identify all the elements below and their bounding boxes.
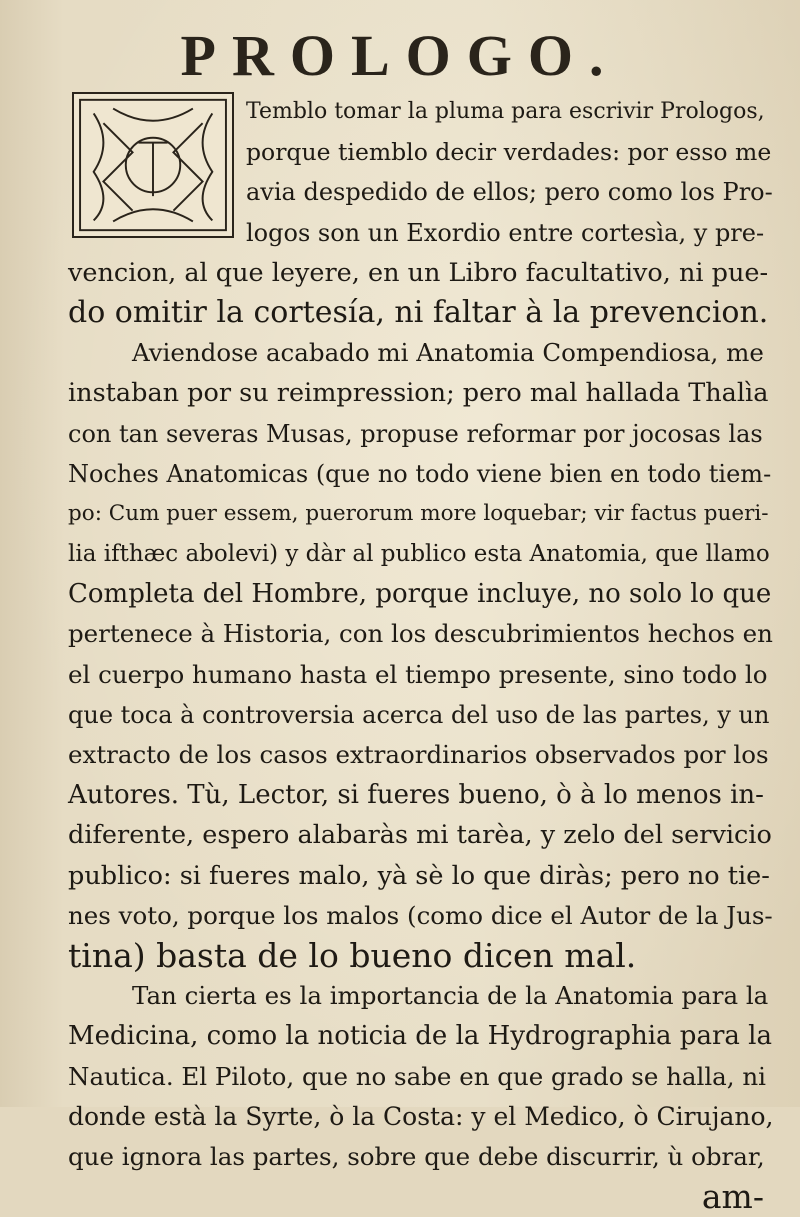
body-text: [68, 92, 774, 1217]
text-line: con tan severas Musas, propuse reformar por jocosas las: [68, 419, 763, 448]
text-line: Completa del Hombre, porque incluye, no solo lo que: [68, 579, 772, 610]
text-line: avia despedido de ellos; pero como los Pro-: [246, 178, 773, 207]
text-line: extracto de los casos extraordinarios observados por los: [68, 740, 769, 769]
text-line: logos son un Exordio entre cortesìa, y pre-: [246, 218, 765, 247]
text-line: pertenece à Historia, con los descubrimientos hechos en: [68, 619, 773, 649]
text-line: Temblo tomar la pluma para escrivir Prologos,: [246, 99, 765, 124]
text-line: el cuerpo humano hasta el tiempo presente, sino todo lo: [68, 659, 768, 689]
text-line: donde està la Syrte, ò la Costa: y el Medico, ò Cirujano,: [68, 1101, 774, 1131]
text-line: do omitir la cortesía, ni faltar à la prevencion.: [68, 294, 769, 330]
page-title: PROLOGO.: [180, 23, 620, 88]
text-line: nes voto, porque los malos (como dice el Autor de la Jus-: [68, 900, 773, 930]
text-line: que ignora las partes, sobre que debe discurrir, ù obrar,: [68, 1141, 765, 1171]
text-line: que toca à controversia acerca del uso de las partes, y un: [68, 700, 770, 729]
text-line: Autores. Tù, Lector, si fueres bueno, ò à lo menos in-: [68, 780, 764, 811]
catchword: am-: [701, 1177, 764, 1217]
text-line: instaban por su reimpression; pero mal hallada Thalìa: [68, 378, 769, 409]
text-line: porque tiemblo decir verdades: por esso me: [246, 138, 772, 167]
text-line: vencion, al que leyere, en un Libro facultativo, ni pue-: [68, 257, 769, 288]
text-line: publico: si fueres malo, yà sè lo que diràs; pero no tie-: [68, 860, 770, 891]
text-line: Tan cierta es la importancia de la Anatomia para la: [132, 981, 769, 1011]
text-line: Nautica. El Piloto, que no sabe en que grado se halla, ni: [68, 1061, 766, 1091]
text-line: tina) basta de lo bueno dicen mal.: [68, 935, 637, 975]
text-line: Aviendose acabado mi Anatomia Compendiosa, me: [132, 338, 764, 368]
text-line: diferente, espero alabaràs mi tarèa, y zelo del servicio: [68, 820, 772, 851]
text-line: Medicina, como la noticia de la Hydrographia para la: [68, 1021, 772, 1052]
text-line: lia ifthæc abolevi) y dàr al publico esta Anatomia, que llamo: [68, 541, 770, 568]
text-line: Noches Anatomicas (que no todo viene bien en todo tiem-: [68, 459, 772, 488]
text-line: po: Cum puer essem, puerorum more loquebar; vir factus pueri-: [68, 500, 769, 526]
